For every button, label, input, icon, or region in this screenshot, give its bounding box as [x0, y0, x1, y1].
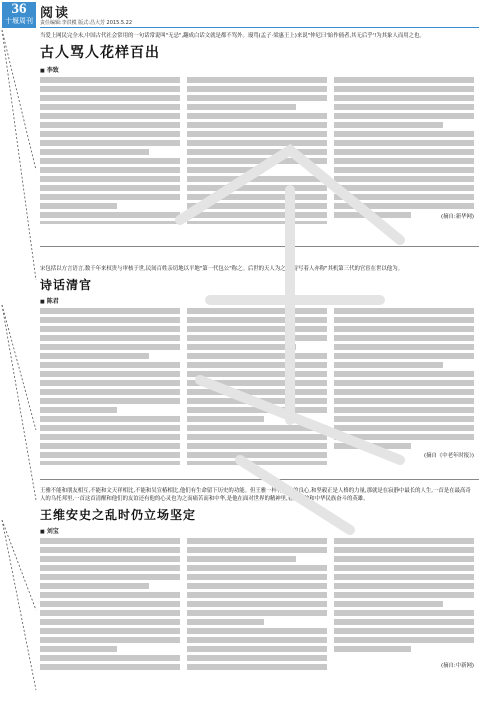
- article-divider: [40, 246, 479, 247]
- article-source: (摘自《中老年时报》): [423, 453, 474, 459]
- article-headline: 诗话清官: [40, 278, 93, 292]
- column-title: 阅读: [40, 6, 71, 21]
- text-column: [40, 308, 180, 465]
- article-divider: [40, 479, 479, 480]
- article-headline: 古人骂人花样百出: [40, 45, 160, 61]
- article-body: [0, 305, 482, 465]
- text-column: [40, 77, 180, 224]
- article-1: [0, 32, 482, 248]
- text-column: [187, 308, 327, 465]
- article-dek: 当爱上网民完全未,中国古代社会常用的一句话常说叫"无忌",翻成白话文就是都不骂外。谩骂(孟子·梁惠王上)来说"仲尼曰'始作俑者,其无后乎'!为其象人而用之也。: [40, 33, 425, 39]
- article-byline: ■ 李致: [40, 67, 59, 74]
- page-number: 36: [11, 1, 27, 17]
- text-column: [334, 77, 474, 224]
- article-body: [0, 535, 482, 673]
- weekly-label: 十堰周刊: [5, 17, 33, 25]
- article-2: [0, 265, 482, 485]
- masthead: [0, 0, 482, 30]
- masthead-rule: [40, 27, 479, 28]
- text-column: [334, 538, 474, 673]
- page-badge: [2, 2, 36, 28]
- article-headline: 王维安史之乱时仍立场坚定: [40, 508, 197, 522]
- article-body: [0, 74, 482, 224]
- article-dek: 王雅不能和朋友相互,不能和文天祥相比,不能和吴宣椿相比,他们有生命留下历史的功能。但王雅一样有做人的良心,和坚毅正是人格的力量,那就是在寂静中最长的人生,一首是在最高奇人的乌托邦里,一首这首清醒和他们的友谊还有他的心灵也为之而痛苦而和中华,是他在面对世界的精神里,看到了敢和中华民族奋斗的英雄。: [40, 488, 471, 502]
- text-column: [334, 308, 474, 465]
- article-source: (摘自:新华网): [441, 214, 474, 220]
- text-column: [187, 77, 327, 224]
- credit-line: 责任编辑:李洪模 版式:昌大芳 2015.5.22: [40, 20, 132, 26]
- text-column: [40, 538, 180, 673]
- text-column: [187, 538, 327, 673]
- article-3: [0, 487, 482, 703]
- article-byline: ■ 陈君: [40, 298, 59, 305]
- article-byline: ■ 刘宝: [40, 528, 59, 535]
- article-dek: 宋包括以方言语言,数千年来权贵与审核于世,民间百姓亲切地以平地"第一代包公"称之。后世的天人为之称,诗写着人亦称"其机第三代的官宦在世以他为。: [40, 266, 403, 272]
- article-source: (摘自:中新网): [441, 663, 474, 669]
